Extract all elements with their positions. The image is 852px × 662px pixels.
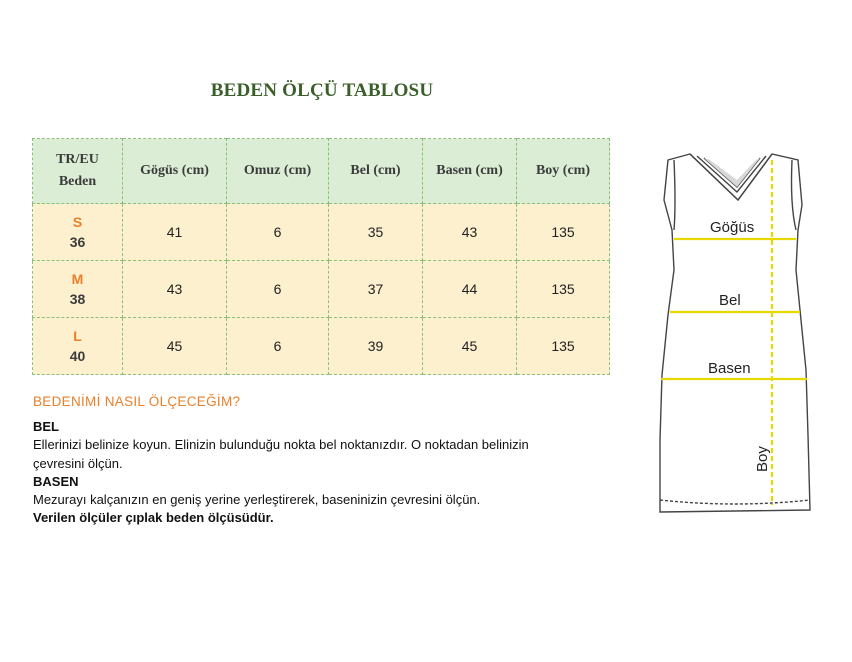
size-cell [33, 204, 123, 261]
header-size-line1: TR/EU [56, 152, 99, 167]
basen-value: 44 [423, 261, 517, 318]
header-boy: Boy (cm) [517, 139, 610, 204]
final-note: Verilen ölçüler çıplak beden ölçüsüdür. [33, 510, 274, 525]
table-header-row [33, 139, 610, 204]
size-number: 40 [69, 348, 86, 364]
size-number: 38 [69, 291, 86, 307]
table-row [33, 204, 610, 261]
bel-text-line2: çevresini ölçün. [33, 456, 123, 471]
bel-value: 39 [329, 318, 423, 375]
table-row [33, 261, 610, 318]
boy-value: 135 [517, 204, 610, 261]
header-gogus: Gögüs (cm) [123, 139, 227, 204]
gogus-value: 43 [123, 261, 227, 318]
header-omuz: Omuz (cm) [227, 139, 329, 204]
header-basen: Basen (cm) [423, 139, 517, 204]
size-chart-table [32, 138, 610, 375]
basen-heading: BASEN [33, 474, 79, 489]
basen-value: 43 [423, 204, 517, 261]
boy-value: 135 [517, 318, 610, 375]
dress-diagram [650, 150, 820, 530]
header-size [33, 139, 123, 204]
omuz-value: 6 [227, 318, 329, 375]
size-letter: M [71, 271, 84, 287]
size-cell [33, 318, 123, 375]
size-letter: S [72, 214, 83, 230]
bel-heading: BEL [33, 419, 59, 434]
basen-value: 45 [423, 318, 517, 375]
basen-text: Mezurayı kalçanızın en geniş yerine yerleştirerek, baseninizin çevresini ölçün. [33, 492, 481, 507]
gogus-value: 41 [123, 204, 227, 261]
boy-label: Boy [754, 446, 771, 472]
size-number: 36 [69, 234, 86, 250]
size-cell [33, 261, 123, 318]
measurement-guide [33, 394, 613, 527]
omuz-value: 6 [227, 261, 329, 318]
omuz-value: 6 [227, 204, 329, 261]
page-title: BEDEN ÖLÇÜ TABLOSU [210, 80, 434, 101]
size-letter: L [73, 328, 82, 344]
gogus-label: Göğüs [710, 219, 755, 236]
gogus-value: 45 [123, 318, 227, 375]
guide-title: BEDENİMİ NASIL ÖLÇECEĞİM? [33, 394, 241, 409]
dress-outline-icon [660, 154, 810, 512]
bel-label: Bel [719, 292, 741, 309]
bel-value: 37 [329, 261, 423, 318]
bel-value: 35 [329, 204, 423, 261]
boy-value: 135 [517, 261, 610, 318]
bel-text-line1: Ellerinizi belinize koyun. Elinizin bulunduğu nokta bel noktanızdır. O noktadan belinizin [33, 437, 529, 452]
basen-label: Basen [708, 360, 751, 377]
table-row [33, 318, 610, 375]
header-size-line2: Beden [58, 174, 97, 189]
header-bel: Bel (cm) [329, 139, 423, 204]
